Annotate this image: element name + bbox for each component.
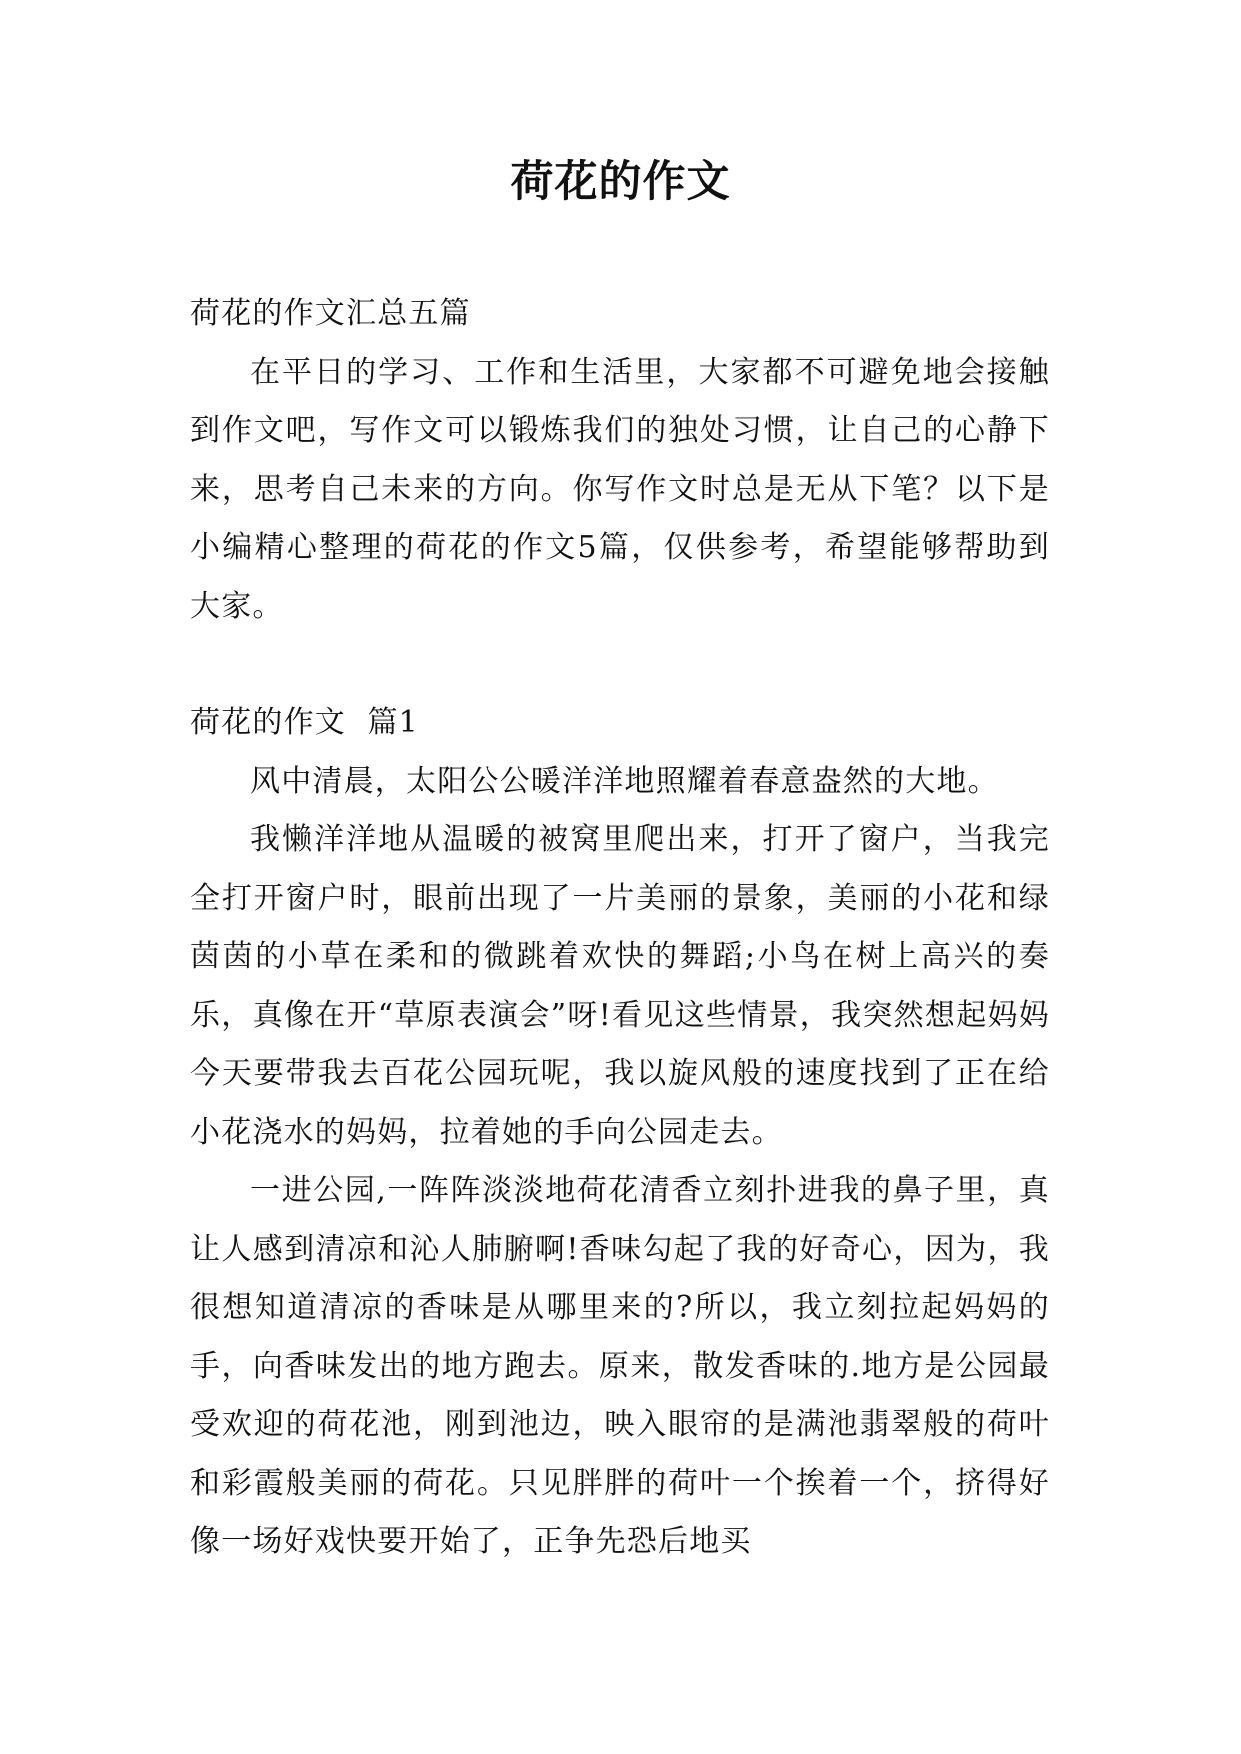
- section-heading: 荷花的作文 篇1: [190, 705, 419, 740]
- body-paragraph: 一进公园,一阵阵淡淡地荷花清香立刻扑进我的鼻子里，真让人感到清凉和沁人肺腑啊!香味勾起了我的好奇心，因为，我很想知道清凉的香味是从哪里来的?所以，我立刻拉起妈妈的手，向香味发出的地方跑去。原来，散发香味的.地方是公园最受欢迎的荷花池，刚到池边，映入眼帘的是满池翡翠般的荷叶和彩霞般美丽的荷花。只见胖胖的荷叶一个挨着一个，挤得好像一场好戏快要开始了，正争先恐后地买: [190, 1173, 1050, 1559]
- document-subtitle: 荷花的作文汇总五篇: [190, 296, 471, 331]
- body-paragraph: 风中清晨，太阳公公暖洋洋地照耀着春意盎然的大地。: [250, 763, 999, 799]
- document-title: 荷花的作文: [510, 157, 731, 207]
- section-spacer: [190, 636, 1050, 694]
- intro-paragraph: 在平日的学习、工作和生活里，大家都不可避免地会接触到作文吧，写作文可以锻炼我们的独处习惯，让自己的心静下来，思考自己未来的方向。你写作文时总是无从下笔？以下是小编精心整理的荷花的作文5篇，仅供参考，希望能够帮助到大家。: [190, 354, 1050, 624]
- document-body: [190, 285, 1050, 1572]
- body-paragraph: 我懒洋洋地从温暖的被窝里爬出来，打开了窗户，当我完全打开窗户时，眼前出现了一片美丽的景象，美丽的小花和绿茵茵的小草在柔和的微跳着欢快的舞蹈;小鸟在树上高兴的奏乐，真像在开“草原表演会”呀!看见这些情景，我突然想起妈妈今天要带我去百花公园玩呢，我以旋风般的速度找到了正在给小花浇水的妈妈，拉着她的手向公园走去。: [190, 822, 1050, 1150]
